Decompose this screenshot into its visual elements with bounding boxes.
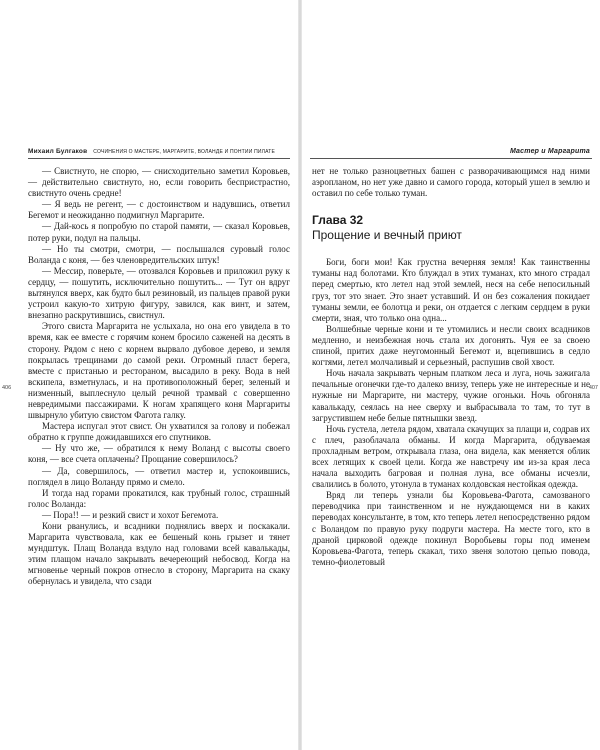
paragraph: Мастера испугал этот свист. Он ухватился за голову и побежал обратно к группе дожидавшихся его спутников. <box>28 421 290 443</box>
chapter-number: Глава 32 <box>312 213 364 228</box>
paragraph: — Но ты смотри, смотри, — послышался суровый голос Воланда с коня, — без членовредительских штук! <box>28 243 290 265</box>
paragraph: — Я ведь не регент, — с достоинством и надувшись, ответил Бегемот и неожиданно подмигнул Маргарите. <box>28 199 290 221</box>
paragraph: Этого свиста Маргарита не услыхала, но она его увидела в то время, как ее вместе с горячим конем бросило саженей на десять в сторону. Рядом с нею с корнем вырвало дубовое дерево, и земля покрылась трещинами до самой реки. Огромный пласт берега, вместе с пристанью и рестораном, высадило в реку. Вода в ней вскипела, взметнулась, и на противоположный берег, зеленый и низменный, выплеснуло целый речной трамвай с совершенно невредимыми пассажирами. К ногам храпящего коня Маргариты швырнуло убитую свистом Фагота галку. <box>28 321 290 421</box>
right-page-number: 407 <box>588 385 598 391</box>
right-page <box>302 0 600 750</box>
paragraph: — Мессир, поверьте, — отозвался Коровьев и приложил руку к сердцу, — пошутить, исключительно пошутить... — Тут он вдруг вытянулся вверх, как будто был резиновый, из пальцев правой руки устроил какую-то хитрую фигуру, завился, как винт, и затем, внезапно раскрутившись, свистнул. <box>28 265 290 321</box>
right-running-head: Мастер и Маргарита <box>509 148 590 155</box>
paragraph: Боги, боги мои! Как грустна вечерняя земля! Как таинственны туманы над болотами. Кто блуждал в этих туманах, кто много страдал перед смертью, кто летел над этой землей, неся на себе непосильный груз, тот это знает. Это знает уставший. И он без сожаления покидает туманы земли, ее болотца и реки, он отдается с легким сердцем в руки смерти, зная, что только она одна... <box>312 257 590 323</box>
paragraph: нет не только разноцветных башен с разворачивающимся над ними аэропланом, но нет уже давно и самого города, который ушел в землю и оставил по себе только туман. <box>312 166 590 199</box>
chapter-heading <box>312 213 590 243</box>
paragraph: — Дай-кось я попробую по старой памяти, — сказал Коровьев, потер руки, подул на пальцы. <box>28 221 290 243</box>
paragraph: Ночь густела, летела рядом, хватала скачущих за плащи и, содрав их с плеч, разоблачала обманы. И когда Маргарита, обдуваемая прохладным ветром, открывала глаза, она видела, как меняется облик всех летящих к своей цели. Когда же навстречу им из-за края леса начала выходить багровая и полная луна, все обманы исчезли, свалились в болото, утонула в туманах колдовская нестойкая одежда. <box>312 423 590 490</box>
chapter-title: Прощение и вечный приют <box>312 228 462 243</box>
left-page-number: 406 <box>2 385 12 391</box>
paragraph: И тогда над горами прокатился, как трубный голос, страшный голос Воланда: <box>28 487 290 509</box>
paragraph: — Ну что же, — обратился к нему Воланд с высоты своего коня, — все счета оплачены? Прощание совершилось? <box>28 443 290 465</box>
paragraph: Вряд ли теперь узнали бы Коровьева-Фагота, самозваного переводчика при таинственном и не нуждающемся ни в каких переводах консультанте, в том, кто теперь летел непосредственно рядом с Воландом по правую руку подруги мастера. На месте того, кто в драной цирковой одежде покинул Воробьевы горы под именем Коровьева-Фагота, теперь скакал, тихо звеня золотою цепью повода, темно-фиолетовый <box>312 490 590 567</box>
running-head-book-title: СОЧИНЕНИЯ О МАСТЕРЕ, МАРГАРИТЕ, ВОЛАНДЕ И ПОНТИИ ПИЛАТЕ <box>93 149 276 155</box>
right-body-text <box>312 257 590 568</box>
paragraph: Кони рванулись, и всадники поднялись вверх и поскакали. Маргарита чувствовала, как ее бешеный конь грызет и тянет мундштук. Плащ Воланда вздуло над головами всей кавалькады, этим плащом начало закрывать вечереющий небосвод. Когда на мгновенье черный покров отнесло в сторону, Маргарита на скаку обернулась и увидела, что сзади <box>28 521 290 587</box>
paragraph: Волшебные черные кони и те утомились и несли своих всадников медленно, и неизбежная ночь стала их догонять. Чуя ее за своею спиной, притих даже неугомонный Бегемот и, вцепившись в седло когтями, летел молчаливый и серьезный, распушив свой хвост. <box>312 323 590 368</box>
left-running-head <box>28 148 275 155</box>
right-text-block <box>312 166 590 568</box>
left-page <box>0 0 298 750</box>
running-head-author: Михаил Булгаков <box>28 148 88 155</box>
paragraph: — Да, совершилось, — ответил мастер и, успокоившись, поглядел в лицо Воланду прямо и смело. <box>28 465 290 487</box>
paragraph: — Пора!! — и резкий свист и хохот Бегемота. <box>42 509 219 520</box>
right-header-rule <box>310 158 592 159</box>
left-header-rule <box>28 158 290 159</box>
left-text-block <box>28 166 290 588</box>
paragraph: — Свистнуто, не спорю, — снисходительно заметил Коровьев, — действительно свистнуто, но, если говорить беспристрастно, свистнуто очень средне! <box>28 166 290 199</box>
right-top-text <box>312 166 590 199</box>
paragraph: Ночь начала закрывать черным платком леса и луга, ночь зажигала печальные огонечки где-то далеко внизу, теперь уже не интересные и не нужные ни Маргарите, ни мастеру, чужие огоньки. Ночь обгоняла кавалькаду, сеялась на нее сверху и выбрасывала то там, то тут в загрустившем небе белые пятнышки звезд. <box>312 368 590 423</box>
